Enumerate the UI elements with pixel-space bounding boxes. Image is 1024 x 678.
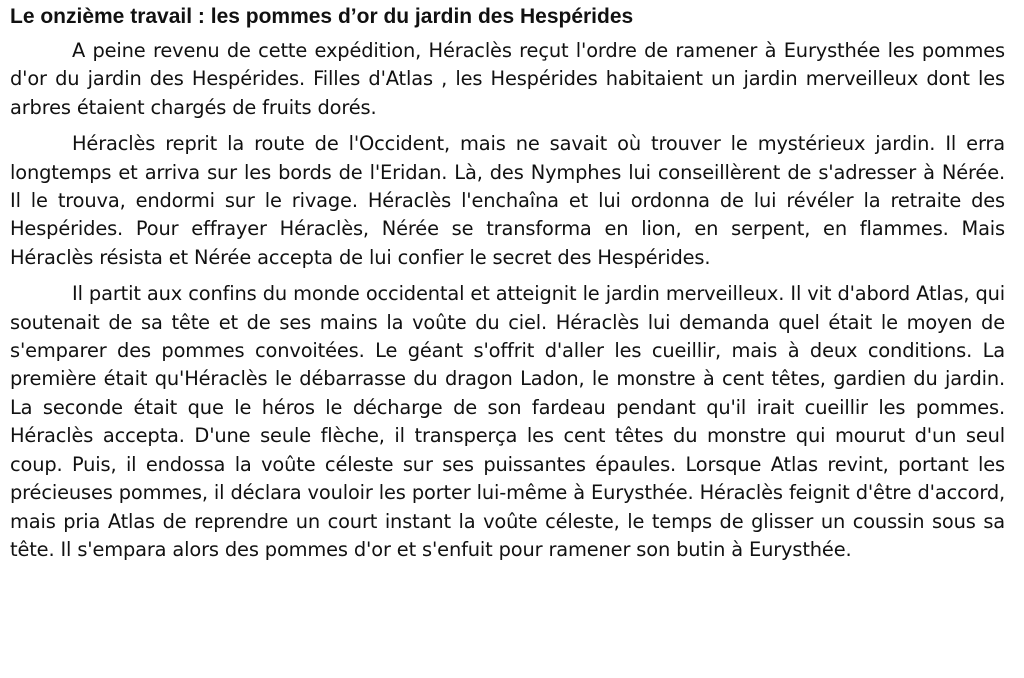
paragraph-3: Il partit aux confins du monde occidental et atteignit le jardin merveilleux. Il vit d'abord Atlas, qui soutenait de sa tête et de ses mains la voûte du ciel. Héraclès lui demanda quel était le moyen de s'emparer des pommes convoitées. Le géant s'offrit d'aller les cueillir, mais à deux conditions. La première était qu'Héraclès le débarrasse du dragon Ladon, le monstre à cent têtes, gardien du jardin. La seconde était que le héros le décharge de son fardeau pendant qu'il irait cueillir les pommes. Héraclès accepta. D'une seule flèche, il transperça les cent têtes du monstre qui mourut d'un seul coup. Puis, il endossa la voûte céleste sur ses puissantes épaules. Lorsque Atlas revint, portant les précieuses pommes, il déclara vouloir les porter lui-même à Eurysthée. Héraclès feignit d'être d'accord, mais pria Atlas de reprendre un court instant la voûte céleste, le temps de glisser un coussin sous sa tête. Il s'empara alors des pommes d'or et s'enfuit pour ramener son butin à Eurysthée. xyxy=(10,282,1005,561)
document-title: Le onzième travail : les pommes d’or du jardin des Hespérides xyxy=(10,5,634,28)
paragraph-2: Héraclès reprit la route de l'Occident, mais ne savait où trouver le mystérieux jardin. Il erra longtemps et arriva sur les bords de l'Eridan. Là, des Nymphes lui conseillèrent de s'adresser à Nérée. Il le trouva, endormi sur le rivage. Héraclès l'enchaîna et lui ordonna de lui révéler la retraite des Hespérides. Pour effrayer Héraclès, Nérée se transforma en lion, en serpent, en flammes. Mais Héraclès résista et Nérée accepta de lui confier le secret des Hespérides. xyxy=(10,132,1005,269)
paragraph-1: A peine revenu de cette expédition, Héraclès reçut l'ordre de ramener à Eurysthée les pommes d'or du jardin des Hespérides. Filles d'Atlas , les Hespérides habitaient un jardin merveilleux dont les arbres étaient chargés de fruits dorés. xyxy=(10,39,1005,119)
